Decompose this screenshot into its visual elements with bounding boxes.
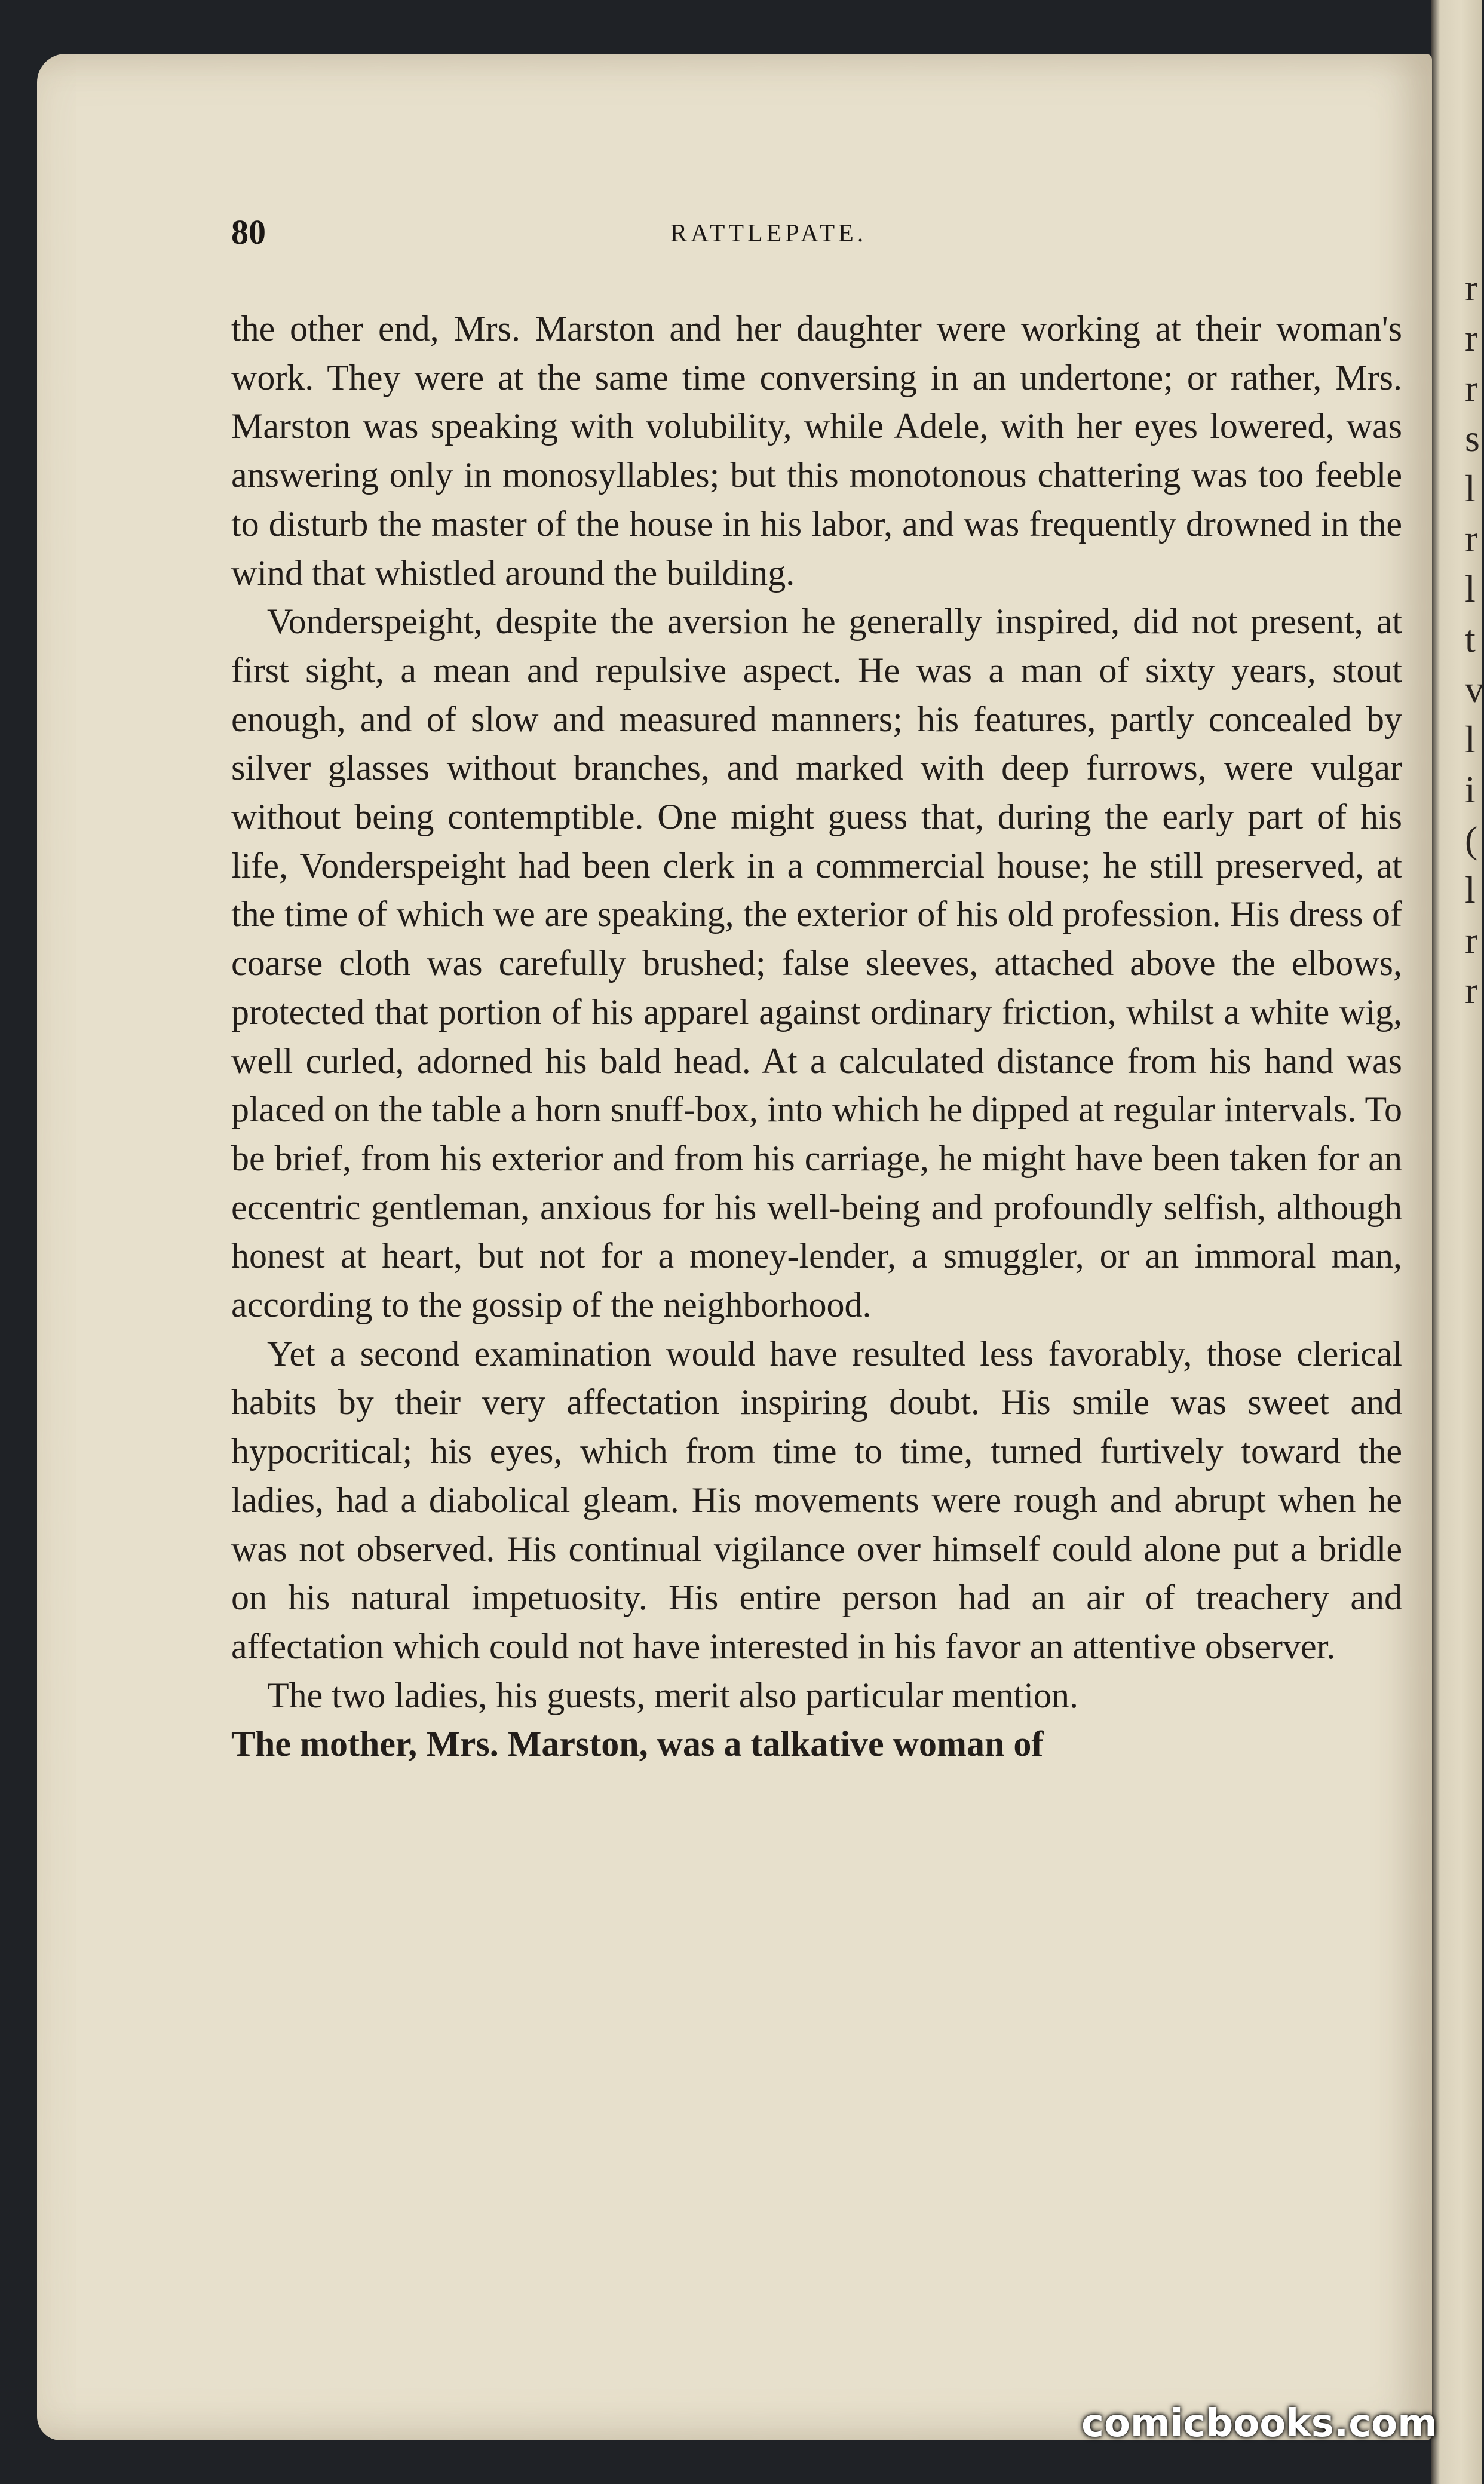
- watermark-logo: comicbooks.com: [1081, 2402, 1437, 2446]
- facing-page-letter: l: [1465, 568, 1476, 610]
- facing-page-letter: r: [1465, 919, 1478, 961]
- paragraph-3: Yet a second examination would have resulted less favorably, those clerical habits by their very affectation inspiring doubt. His smile was sweet and hypocritical; his eyes, which from time to time, turned furtively toward the ladies, had a diabolical gleam. His movements were rough and abrupt when he was not observed. His continual vigilance over himself could alone put a bridle on his natural impetuosity. His entire person had an air of treachery and affectation which could not have interested in his favor an attentive observer.: [231, 1333, 1402, 1666]
- facing-page-letter: r: [1465, 969, 1478, 1011]
- facing-page-text-fragment: [1465, 263, 1482, 1016]
- facing-page-letter: r: [1465, 266, 1478, 309]
- facing-page-letter: i: [1465, 768, 1476, 811]
- page-number: 80: [231, 213, 266, 252]
- paragraph-4: The two ladies, his guests, merit also particular mention.: [267, 1675, 1079, 1715]
- facing-page-letter: l: [1465, 718, 1476, 760]
- book-page: [37, 54, 1432, 2440]
- facing-page-letter: r: [1465, 517, 1478, 560]
- facing-page-letter: l: [1465, 869, 1476, 911]
- facing-page-letter: (: [1465, 818, 1478, 861]
- facing-page-letter: r: [1465, 367, 1478, 409]
- facing-page-letter: v: [1465, 668, 1484, 710]
- facing-page-letter: r: [1465, 317, 1478, 359]
- paragraph-2: Vonderspeight, despite the aversion he generally inspired, did not present, at first sight, a mean and repulsive aspect. He was a man of sixty years, stout enough, and of slow and measured manners; his features, partly concealed by silver glasses without branches, and marked with deep furrows, were vulgar without being contemptible. One might guess that, during the early part of his life, Vonderspeight had been clerk in a commercial house; he still preserved, at the time of which we are speaking, the exterior of his old profession. His dress of coarse cloth was carefully brushed; false sleeves, attached above the elbows, protected that portion of his apparel against ordinary friction, whilst a white wig, well curled, adorned his bald head. At a calculated distance from his hand was placed on the table a horn snuff-box, into which he dipped at regular intervals. To be brief, from his exterior and from his carriage, he might have been taken for an eccentric gentleman, anxious for his well-being and profoundly selfish, although honest at heart, but not for a money-lender, a smuggler, or an immoral man, according to the gossip of the neighborhood.: [231, 602, 1402, 1325]
- facing-page-letter: s: [1465, 417, 1480, 459]
- facing-page-letter: t: [1465, 618, 1476, 660]
- facing-page-letter: l: [1465, 467, 1476, 510]
- page-header: [37, 212, 1432, 260]
- paragraph-5: The mother, Mrs. Marston, was a talkative woman of: [231, 1724, 1044, 1764]
- running-title: RATTLEPATE.: [670, 220, 867, 247]
- body-text: [231, 305, 1402, 1769]
- paragraph-1: the other end, Mrs. Marston and her daughter were working at their woman's work. They were at the same time conversing in an undertone; or rather, Mrs. Marston was speaking with volubility, while Adele, with her eyes lowered, was answering only in monosyllables; but this monotonous chattering was too feeble to disturb the master of the house in his labor, and was frequently drowned in the wind that whistled around the building.: [231, 309, 1402, 593]
